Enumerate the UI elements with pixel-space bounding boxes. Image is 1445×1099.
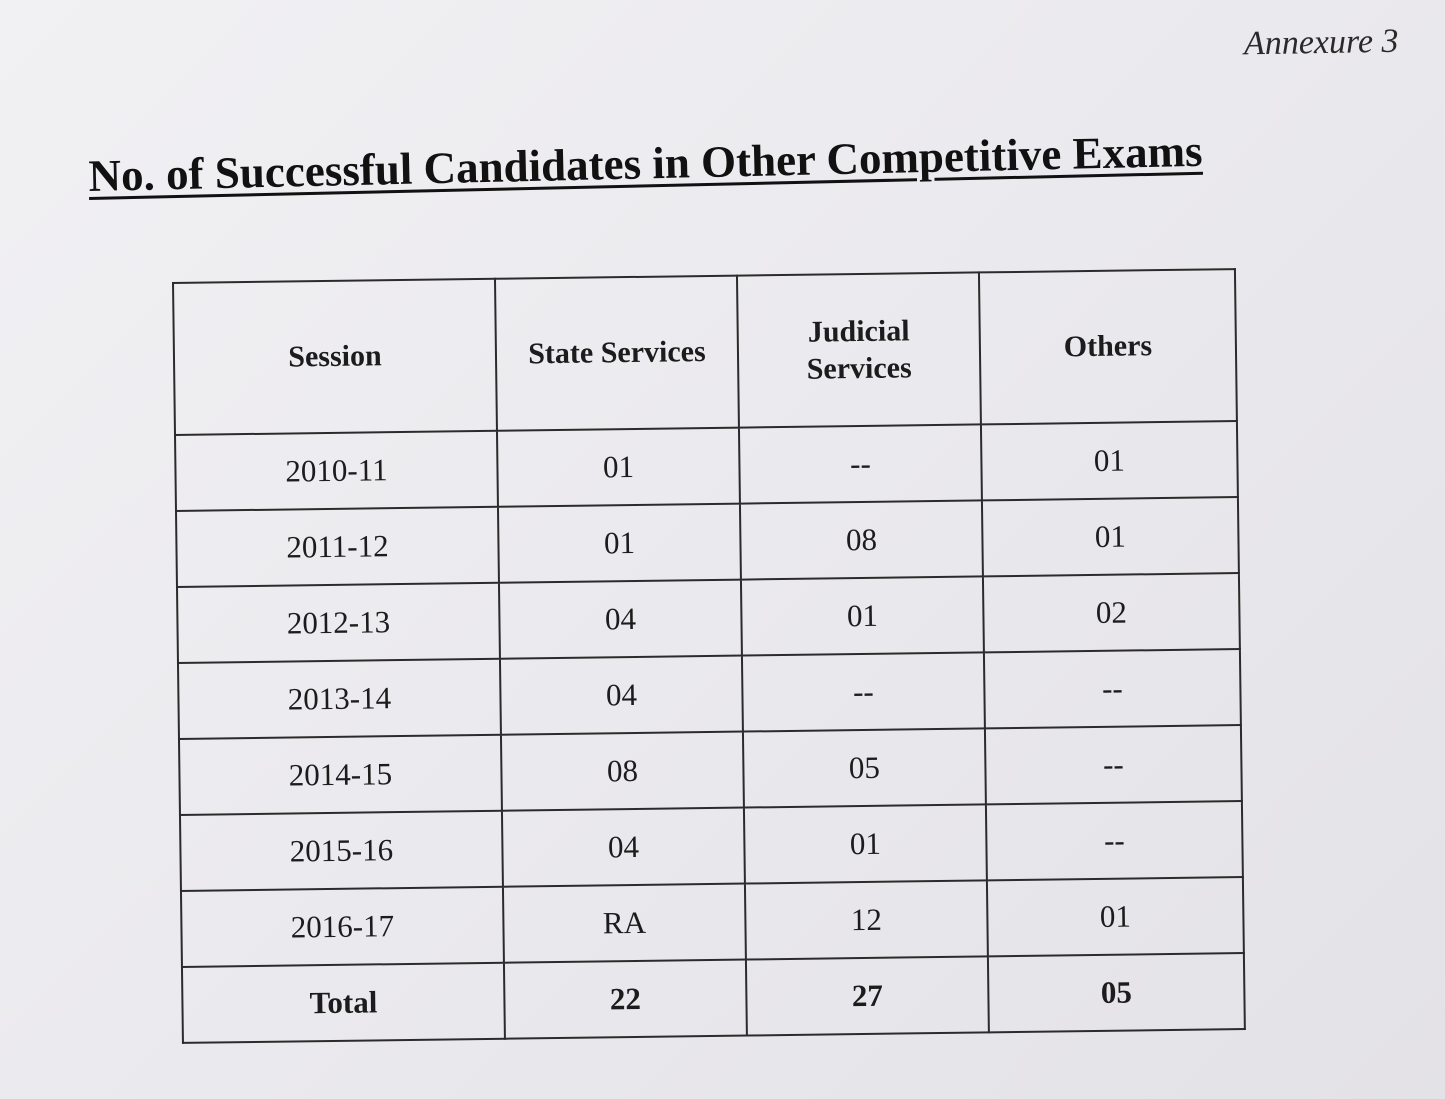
others-cell: -- [985,725,1242,804]
session-cell: 2016-17 [181,887,504,967]
annexure-label: Annexure 3 [1244,22,1400,63]
page-title: No. of Successful Candidates in Other Competitive Exams [88,125,1204,201]
state-services-cell: 04 [502,808,745,887]
candidates-table-container [172,268,1246,1044]
session-cell: 2010-11 [175,431,498,511]
others-cell: 01 [981,421,1238,500]
others-cell: 01 [982,497,1239,576]
table-row [179,725,1242,815]
others-cell: -- [986,801,1243,880]
total-judicial-services: 27 [746,956,989,1035]
table-row [177,573,1240,663]
table-header-row [173,269,1237,435]
table-row [175,421,1238,511]
judicial-services-cell: 05 [743,728,986,807]
header-judicial-services-label: Judicial Services [806,313,912,386]
state-services-cell: 08 [501,732,744,811]
total-state-services: 22 [504,960,747,1039]
state-services-cell: 01 [498,504,741,583]
table-row [181,877,1244,967]
session-cell: 2013-14 [178,659,501,739]
judicial-services-cell: 12 [745,880,988,959]
header-judicial-services [737,272,981,427]
judicial-services-cell: 01 [744,804,987,883]
session-cell: 2015-16 [180,811,503,891]
state-services-cell: 01 [497,428,740,507]
others-cell: 02 [983,573,1240,652]
candidates-table [172,268,1246,1044]
judicial-services-cell: -- [742,652,985,731]
session-cell: 2014-15 [179,735,502,815]
table-row [178,649,1241,739]
table-row [180,801,1243,891]
state-services-cell: 04 [500,656,743,735]
judicial-services-cell: 01 [741,576,984,655]
others-cell: 01 [987,877,1244,956]
others-cell: -- [984,649,1241,728]
header-session: Session [173,279,497,435]
session-cell: 2011-12 [176,507,499,587]
table-row [176,497,1239,587]
judicial-services-cell: -- [739,424,982,503]
session-cell: 2012-13 [177,583,500,663]
total-others: 05 [988,953,1245,1032]
judicial-services-cell: 08 [740,500,983,579]
header-state-services: State Services [495,276,739,431]
header-others: Others [979,269,1237,424]
state-services-cell: 04 [499,580,742,659]
total-label: Total [182,963,505,1043]
state-services-cell: RA [503,884,746,963]
total-row [182,953,1245,1043]
